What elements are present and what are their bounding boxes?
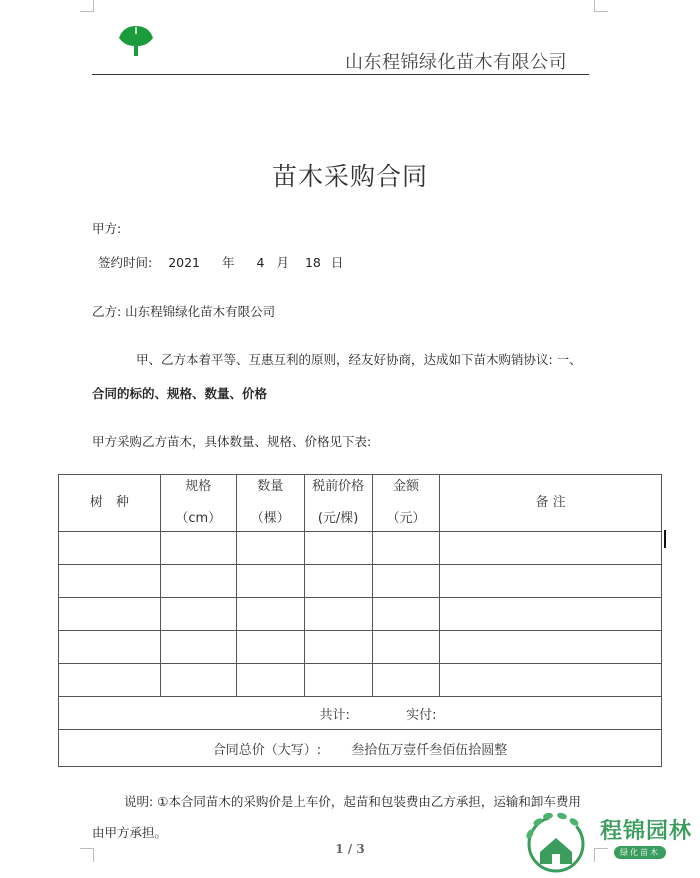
- sign-date-month-unit: 月: [276, 255, 289, 270]
- table-cell[interactable]: [304, 631, 372, 664]
- table-cell[interactable]: [440, 532, 662, 565]
- header-spec: [160, 475, 236, 532]
- sign-date: [98, 253, 343, 271]
- total-cell[interactable]: [59, 697, 662, 730]
- party-a-label: 甲方:: [92, 221, 122, 236]
- page-corner-mark: [80, 0, 94, 12]
- header-spec-unit: （cm）: [175, 511, 222, 526]
- brand-watermark: [518, 808, 698, 874]
- table-row: [59, 631, 662, 664]
- sign-date-year: 2021: [168, 255, 201, 270]
- table-cell[interactable]: [160, 631, 236, 664]
- watermark-tagline: 绿化苗木: [614, 846, 666, 859]
- page-title: 苗木采购合同: [271, 162, 428, 191]
- table-intro: 甲方采购乙方苗木，具体数量、规格、价格见下表:: [92, 434, 372, 449]
- sign-date-day-unit: 日: [330, 255, 344, 270]
- header-quantity-label: 数量: [257, 479, 284, 494]
- table-row: [59, 532, 662, 565]
- table-cell[interactable]: [304, 664, 372, 697]
- header-remarks: [440, 475, 662, 532]
- intro-paragraph: 甲、乙方本着平等、互惠互利的原则，经友好协商，达成如下苗木购销协议: 一、: [136, 352, 582, 367]
- header-remarks-label: 备 注: [535, 495, 566, 510]
- table-row: [59, 664, 662, 697]
- page-number: 1 / 3: [335, 842, 365, 856]
- note-line-1: 说明: ①本合同苗木的采购价是上车价，起苗和包装费由乙方承担，运输和卸车费用: [124, 794, 581, 809]
- table-cell[interactable]: [372, 598, 440, 631]
- header-divider: [92, 74, 589, 75]
- table-cell[interactable]: [440, 565, 662, 598]
- table-cell[interactable]: [372, 532, 440, 565]
- table-cell[interactable]: [59, 565, 161, 598]
- table-cell[interactable]: [59, 631, 161, 664]
- party-b: 乙方: 山东程锦绿化苗木有限公司: [92, 304, 276, 319]
- header-amount: [372, 475, 440, 532]
- page-corner-mark: [594, 0, 608, 12]
- actual-paid-label: 实付:: [406, 707, 437, 723]
- table-cell[interactable]: [160, 664, 236, 697]
- table-cell[interactable]: [440, 631, 662, 664]
- contract-price-row: [59, 730, 662, 767]
- header-amount-unit: （元）: [386, 511, 426, 526]
- contract-price-cell[interactable]: [59, 730, 662, 767]
- contract-price-value: 叁拾伍万壹仟叁佰伍拾圆整: [351, 742, 508, 758]
- table-cell[interactable]: [236, 598, 304, 631]
- header-quantity-unit: （棵）: [250, 511, 290, 526]
- table-cell[interactable]: [304, 565, 372, 598]
- ginkgo-logo-icon: [117, 24, 155, 58]
- note-line-2: 由甲方承担。: [92, 825, 168, 840]
- table-cell[interactable]: [372, 565, 440, 598]
- table-cell[interactable]: [440, 664, 662, 697]
- header-pretax-price-unit: (元/棵): [317, 511, 359, 526]
- sign-date-label: 签约时间:: [98, 255, 153, 270]
- table-cell[interactable]: [304, 598, 372, 631]
- table-cell[interactable]: [59, 532, 161, 565]
- sign-date-day: 18: [304, 255, 321, 270]
- table-cell[interactable]: [236, 532, 304, 565]
- company-header: 山东程锦绿化苗木有限公司: [345, 52, 567, 73]
- table-cell[interactable]: [160, 532, 236, 565]
- table-cell[interactable]: [59, 664, 161, 697]
- header-species-label: 树 种: [89, 495, 129, 510]
- section-1-title: 合同的标的、规格、数量、价格: [92, 386, 268, 401]
- goods-table: [58, 474, 662, 767]
- text-cursor: [664, 530, 666, 548]
- table-row: [59, 565, 662, 598]
- table-row: [59, 598, 662, 631]
- table-cell[interactable]: [236, 565, 304, 598]
- contract-price-label: 合同总价（大写）:: [212, 742, 322, 758]
- header-species: [59, 475, 161, 532]
- table-cell[interactable]: [59, 598, 161, 631]
- table-cell[interactable]: [236, 664, 304, 697]
- sign-date-year-unit: 年: [222, 255, 235, 270]
- header-pretax-price-label: 税前价格: [312, 479, 365, 494]
- table-cell[interactable]: [304, 532, 372, 565]
- table-cell[interactable]: [236, 631, 304, 664]
- table-cell[interactable]: [372, 664, 440, 697]
- total-label: 共计:: [319, 707, 350, 723]
- table-cell[interactable]: [160, 565, 236, 598]
- watermark-brand: 程锦园林: [600, 819, 693, 844]
- sign-date-month: 4: [256, 255, 265, 270]
- header-pretax-price: [304, 475, 372, 532]
- table-cell[interactable]: [372, 631, 440, 664]
- table-header-row: [59, 475, 662, 532]
- header-quantity: [236, 475, 304, 532]
- table-cell[interactable]: [440, 598, 662, 631]
- garden-house-icon: [518, 808, 598, 874]
- total-row: [59, 697, 662, 730]
- header-amount-label: 金额: [393, 479, 420, 494]
- header-spec-label: 规格: [185, 479, 212, 494]
- table-cell[interactable]: [160, 598, 236, 631]
